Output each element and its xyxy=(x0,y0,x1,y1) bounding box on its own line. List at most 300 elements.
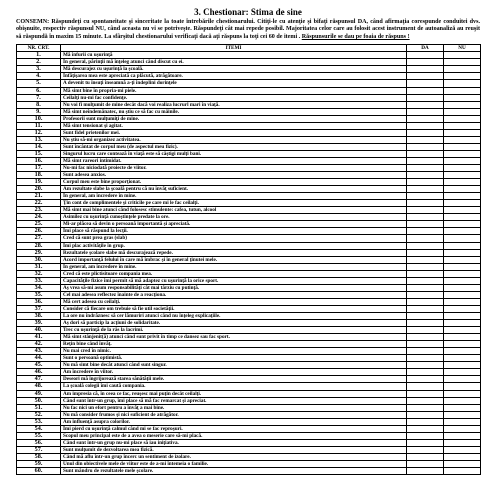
item-text: Mă simt rareori intimidat. xyxy=(61,157,407,164)
answer-da-cell[interactable] xyxy=(407,228,444,235)
table-row xyxy=(17,362,481,369)
answer-nu-cell[interactable] xyxy=(444,320,481,327)
item-text: Mă înfurii cu uşurinţă xyxy=(61,52,407,59)
answer-nu-cell[interactable] xyxy=(444,256,481,263)
item-number: 40. xyxy=(17,327,61,334)
item-number: 11. xyxy=(17,122,61,129)
answer-da-cell[interactable] xyxy=(407,313,444,320)
answer-da-cell[interactable] xyxy=(407,115,444,122)
item-text: Ceilalţi nu-mi fac confidenţe. xyxy=(61,94,407,101)
table-row xyxy=(17,355,481,362)
answer-nu-cell[interactable] xyxy=(444,52,481,59)
item-text: Am impresia că, în ceea ce fac, reuşesc mai puţin decât ceilalţi. xyxy=(61,390,407,397)
answer-da-cell[interactable] xyxy=(407,129,444,136)
item-number: 48. xyxy=(17,383,61,390)
item-text: În general, am încredere în mine. xyxy=(61,263,407,270)
table-row xyxy=(17,221,481,228)
answer-nu-cell[interactable] xyxy=(444,186,481,193)
item-text: Sunt adesea anxios. xyxy=(61,172,407,179)
item-number: 8. xyxy=(17,101,61,108)
table-row xyxy=(17,369,481,376)
table-row xyxy=(17,313,481,320)
answer-da-cell[interactable] xyxy=(407,101,444,108)
item-text: Consider că fiecare om trebuie să fie util societăţii. xyxy=(61,305,407,312)
table-row xyxy=(17,327,481,334)
answer-nu-cell[interactable] xyxy=(444,468,481,475)
item-text: Singurul lucru care contează în viaţă este să câştigi mulţi bani. xyxy=(61,150,407,157)
instructions xyxy=(16,19,480,41)
table-row xyxy=(17,143,481,150)
item-text: Rezultatele şcolare slabe mă descurajează repede. xyxy=(61,249,407,256)
answer-da-cell[interactable] xyxy=(407,179,444,186)
answer-nu-cell[interactable] xyxy=(444,66,481,73)
item-text: Îmi plac activităţile în grup. xyxy=(61,242,407,249)
answer-da-cell[interactable] xyxy=(407,80,444,87)
item-number: 17. xyxy=(17,165,61,172)
item-number: 44. xyxy=(17,355,61,362)
answer-da-cell[interactable] xyxy=(407,390,444,397)
answer-nu-cell[interactable] xyxy=(444,157,481,164)
item-text: Sunt mândru de rezultatele mele şcolare. xyxy=(61,468,407,475)
table-row xyxy=(17,397,481,404)
item-number: 49. xyxy=(17,390,61,397)
answer-nu-cell[interactable] xyxy=(444,411,481,418)
answer-nu-cell[interactable] xyxy=(444,214,481,221)
answer-nu-cell[interactable] xyxy=(444,59,481,66)
item-text: Acord importanţă felului în care mă îmbrac şi în general ţinutei mele. xyxy=(61,256,407,263)
item-number: 43. xyxy=(17,348,61,355)
answer-nu-cell[interactable] xyxy=(444,172,481,179)
table-row xyxy=(17,277,481,284)
answer-nu-cell[interactable] xyxy=(444,425,481,432)
answer-da-cell[interactable] xyxy=(407,52,444,59)
item-number: 52. xyxy=(17,411,61,418)
answer-nu-cell[interactable] xyxy=(444,362,481,369)
item-number: 13. xyxy=(17,136,61,143)
item-text: Nu ştiu să-mi organizez activitatea. xyxy=(61,136,407,143)
answer-nu-cell[interactable] xyxy=(444,432,481,439)
table-row xyxy=(17,87,481,94)
table-row xyxy=(17,235,481,242)
answer-da-cell[interactable] xyxy=(407,341,444,348)
answer-da-cell[interactable] xyxy=(407,87,444,94)
answer-nu-cell[interactable] xyxy=(444,263,481,270)
answer-nu-cell[interactable] xyxy=(444,270,481,277)
answer-nu-cell[interactable] xyxy=(444,87,481,94)
item-text: Asimilez cu uşurinţă cunoştinţele predate la ore. xyxy=(61,214,407,221)
item-number: 46. xyxy=(17,369,61,376)
table-row xyxy=(17,179,481,186)
answer-da-cell[interactable] xyxy=(407,207,444,214)
answer-nu-cell[interactable] xyxy=(444,446,481,453)
table-row xyxy=(17,242,481,249)
item-number: 25. xyxy=(17,221,61,228)
item-number: 20. xyxy=(17,186,61,193)
answer-nu-cell[interactable] xyxy=(444,390,481,397)
answer-da-cell[interactable] xyxy=(407,439,444,446)
answer-nu-cell[interactable] xyxy=(444,277,481,284)
answer-nu-cell[interactable] xyxy=(444,334,481,341)
item-number: 12. xyxy=(17,129,61,136)
answer-da-cell[interactable] xyxy=(407,376,444,383)
table-row xyxy=(17,122,481,129)
answer-nu-cell[interactable] xyxy=(444,80,481,87)
answer-nu-cell[interactable] xyxy=(444,383,481,390)
answer-da-cell[interactable] xyxy=(407,334,444,341)
item-text: Reţin bine când învăţ. xyxy=(61,341,407,348)
page-title: 3. Chestionar: Stima de sine xyxy=(194,7,302,17)
item-text: Scopul meu principal este de a avea o meserie care să-mi placă. xyxy=(61,432,407,439)
table-row xyxy=(17,172,481,179)
table-row xyxy=(17,94,481,101)
table-row xyxy=(17,305,481,312)
answer-nu-cell[interactable] xyxy=(444,193,481,200)
item-number: 9. xyxy=(17,108,61,115)
answer-nu-cell[interactable] xyxy=(444,115,481,122)
item-text: Mă simt neîndemânatec, nu ştiu ce să fac cu mâinile. xyxy=(61,108,407,115)
table-row xyxy=(17,291,481,298)
item-number: 2. xyxy=(17,59,61,66)
answer-nu-cell[interactable] xyxy=(444,460,481,467)
item-text: Mi-ar plăcea să devin o persoană importantă şi apreciată. xyxy=(61,221,407,228)
answer-nu-cell[interactable] xyxy=(444,94,481,101)
table-row xyxy=(17,214,481,221)
item-number: 28. xyxy=(17,242,61,249)
answer-da-cell[interactable] xyxy=(407,193,444,200)
item-text: Nu mă consider frumos şi nici suficient de atrăgător. xyxy=(61,411,407,418)
table-row xyxy=(17,129,481,136)
answer-da-cell[interactable] xyxy=(407,397,444,404)
item-number: 54. xyxy=(17,425,61,432)
answer-da-cell[interactable] xyxy=(407,214,444,221)
answer-nu-cell[interactable] xyxy=(444,327,481,334)
item-number: 38. xyxy=(17,313,61,320)
answer-nu-cell[interactable] xyxy=(444,404,481,411)
table-row xyxy=(17,284,481,291)
item-text: La şcoală colegii îmi caută compania. xyxy=(61,383,407,390)
item-number: 32. xyxy=(17,270,61,277)
table-row xyxy=(17,263,481,270)
answer-da-cell[interactable] xyxy=(407,186,444,193)
answer-da-cell[interactable] xyxy=(407,136,444,143)
item-number: 33. xyxy=(17,277,61,284)
item-number: 39. xyxy=(17,320,61,327)
item-text: Aş dori să particip la acţiuni de solidaritate. xyxy=(61,320,407,327)
item-text: Am influenţă asupra colorilor. xyxy=(61,418,407,425)
item-number: 60. xyxy=(17,468,61,475)
answer-da-cell[interactable] xyxy=(407,453,444,460)
answer-nu-cell[interactable] xyxy=(444,376,481,383)
answer-nu-cell[interactable] xyxy=(444,249,481,256)
answer-da-cell[interactable] xyxy=(407,59,444,66)
item-number: 51. xyxy=(17,404,61,411)
answer-nu-cell[interactable] xyxy=(444,179,481,186)
answer-da-cell[interactable] xyxy=(407,432,444,439)
item-number: 42. xyxy=(17,341,61,348)
table-row xyxy=(17,200,481,207)
answer-da-cell[interactable] xyxy=(407,291,444,298)
item-text: A devenit tu însuţi înseamnă a-ţi îndeplini dorinţele xyxy=(61,80,407,87)
answer-nu-cell[interactable] xyxy=(444,397,481,404)
answer-da-cell[interactable] xyxy=(407,143,444,150)
answer-da-cell[interactable] xyxy=(407,468,444,475)
answer-da-cell[interactable] xyxy=(407,270,444,277)
item-text: Profesorii sunt mulţumiţi de mine. xyxy=(61,115,407,122)
answer-da-cell[interactable] xyxy=(407,200,444,207)
item-number: 50. xyxy=(17,397,61,404)
table-row xyxy=(17,404,481,411)
item-number: 7. xyxy=(17,94,61,101)
item-text: Unul din obiectivele mele de viitor este de a-mi întemeia o familie. xyxy=(61,460,407,467)
item-number: 27. xyxy=(17,235,61,242)
item-number: 30. xyxy=(17,256,61,263)
item-text: Sunt mulţumit de dezvoltarea mea fizică. xyxy=(61,446,407,453)
table-row xyxy=(17,186,481,193)
answer-da-cell[interactable] xyxy=(407,66,444,73)
item-text: Trec cu uşurinţă de la râs la lacrimi. xyxy=(61,327,407,334)
answer-nu-cell[interactable] xyxy=(444,129,481,136)
answer-da-cell[interactable] xyxy=(407,320,444,327)
item-number: 58. xyxy=(17,453,61,460)
item-text: Am rezultate slabe la şcoală pentru că nu învăţ suficient. xyxy=(61,186,407,193)
item-number: 21. xyxy=(17,193,61,200)
item-number: 19. xyxy=(17,179,61,186)
table-row xyxy=(17,411,481,418)
answer-da-cell[interactable] xyxy=(407,249,444,256)
answer-nu-cell[interactable] xyxy=(444,228,481,235)
item-number: 45. xyxy=(17,362,61,369)
answer-nu-cell[interactable] xyxy=(444,235,481,242)
item-text: Ţin cont de complimentele şi criticile pe care mi le fac ceilalţi. xyxy=(61,200,407,207)
answer-nu-cell[interactable] xyxy=(444,165,481,172)
item-number: 31. xyxy=(17,263,61,270)
item-text: Mă simt bine în propria-mi piele. xyxy=(61,87,407,94)
answer-da-cell[interactable] xyxy=(407,122,444,129)
item-number: 22. xyxy=(17,200,61,207)
item-text: Nu mă simt bine decât atunci când sunt singur. xyxy=(61,362,407,369)
answer-da-cell[interactable] xyxy=(407,94,444,101)
item-text: Nu fac nici un efort pentru a învăţ a mai bine. xyxy=(61,404,407,411)
item-text: În general, părinţii mă înţeleg atunci când discut cu ei. xyxy=(61,59,407,66)
answer-da-cell[interactable] xyxy=(407,256,444,263)
table-row xyxy=(17,334,481,341)
table-row xyxy=(17,52,481,59)
table-row xyxy=(17,439,481,446)
table-row xyxy=(17,383,481,390)
answer-nu-cell[interactable] xyxy=(444,101,481,108)
item-number: 37. xyxy=(17,305,61,312)
table-row xyxy=(17,468,481,475)
table-row xyxy=(17,108,481,115)
item-text: Nu voi fi mulţumit de mine decât dacă voi realiza lucrurl mari în viaţă. xyxy=(61,101,407,108)
table-row xyxy=(17,165,481,172)
item-text: Mă simt mai bine atunci când folosesc stimulente: cafea, tutun, alcool xyxy=(61,207,407,214)
item-number: 1. xyxy=(17,52,61,59)
table-row xyxy=(17,73,481,80)
item-text: Când mă aflu într-un grup încerc un sentiment de izolare. xyxy=(61,453,407,460)
answer-nu-cell[interactable] xyxy=(444,291,481,298)
answer-nu-cell[interactable] xyxy=(444,348,481,355)
answer-da-cell[interactable] xyxy=(407,348,444,355)
answer-da-cell[interactable] xyxy=(407,411,444,418)
answer-da-cell[interactable] xyxy=(407,284,444,291)
table-row xyxy=(17,228,481,235)
answer-da-cell[interactable] xyxy=(407,327,444,334)
item-number: 4. xyxy=(17,73,61,80)
item-text: Capacităţile fizice îmi permit să mă adaptez cu uşurinţă la orice sport. xyxy=(61,277,407,284)
item-number: 24. xyxy=(17,214,61,221)
answer-da-cell[interactable] xyxy=(407,150,444,157)
header-nu: NU xyxy=(444,45,481,52)
answer-da-cell[interactable] xyxy=(407,221,444,228)
item-number: 36. xyxy=(17,298,61,305)
item-number: 34. xyxy=(17,284,61,291)
item-text: Sunt fidel prietenilor mei. xyxy=(61,129,407,136)
items-table-body xyxy=(17,52,481,475)
table-row xyxy=(17,425,481,432)
table-row xyxy=(17,249,481,256)
table-row xyxy=(17,270,481,277)
table-row xyxy=(17,150,481,157)
table-header-row xyxy=(17,45,481,52)
table-row xyxy=(17,157,481,164)
item-number: 41. xyxy=(17,334,61,341)
item-text: Aş vrea să-mi asum responsabilităţi cât mai târziu cu putinţă. xyxy=(61,284,407,291)
item-text: Înfăţişarea mea este apreciată ca plăcută, atrăgătoare. xyxy=(61,73,407,80)
item-text: Cred că sunt prea gras (slab) xyxy=(61,235,407,242)
answer-nu-cell[interactable] xyxy=(444,122,481,129)
table-row xyxy=(17,80,481,87)
item-number: 6. xyxy=(17,87,61,94)
answer-nu-cell[interactable] xyxy=(444,439,481,446)
item-number: 26. xyxy=(17,228,61,235)
answer-da-cell[interactable] xyxy=(407,355,444,362)
answer-da-cell[interactable] xyxy=(407,404,444,411)
item-text: Mă simt stânjenit(ă) atunci când sunt privit în timp ce dansez sau fac sport. xyxy=(61,334,407,341)
answer-nu-cell[interactable] xyxy=(444,453,481,460)
items-table xyxy=(16,44,481,475)
item-text: Mă descurajez cu uşurinţă la şcoală. xyxy=(61,66,407,73)
answer-nu-cell[interactable] xyxy=(444,207,481,214)
item-number: 35. xyxy=(17,291,61,298)
answer-da-cell[interactable] xyxy=(407,460,444,467)
item-number: 23. xyxy=(17,207,61,214)
answer-da-cell[interactable] xyxy=(407,298,444,305)
answer-da-cell[interactable] xyxy=(407,157,444,164)
answer-da-cell[interactable] xyxy=(407,425,444,432)
item-text: Nu-mi fac niciodată proiecte de viitor. xyxy=(61,165,407,172)
answer-nu-cell[interactable] xyxy=(444,143,481,150)
table-row xyxy=(17,256,481,263)
table-row xyxy=(17,115,481,122)
answer-nu-cell[interactable] xyxy=(444,73,481,80)
table-row xyxy=(17,298,481,305)
answer-nu-cell[interactable] xyxy=(444,298,481,305)
answer-da-cell[interactable] xyxy=(407,242,444,249)
answer-da-cell[interactable] xyxy=(407,362,444,369)
item-text: Mă cert adesea cu ceilalţi. xyxy=(61,298,407,305)
answer-nu-cell[interactable] xyxy=(444,355,481,362)
answer-da-cell[interactable] xyxy=(407,277,444,284)
table-row xyxy=(17,66,481,73)
table-row xyxy=(17,341,481,348)
table-row xyxy=(17,136,481,143)
answer-nu-cell[interactable] xyxy=(444,418,481,425)
table-row xyxy=(17,101,481,108)
answer-nu-cell[interactable] xyxy=(444,369,481,376)
answer-da-cell[interactable] xyxy=(407,383,444,390)
item-number: 5. xyxy=(17,80,61,87)
table-row xyxy=(17,59,481,66)
header-nr: NR. CRT. xyxy=(17,45,61,52)
answer-da-cell[interactable] xyxy=(407,305,444,312)
answer-nu-cell[interactable] xyxy=(444,136,481,143)
item-text: Nu mai cred în nimic. xyxy=(61,348,407,355)
item-number: 59. xyxy=(17,460,61,467)
answer-nu-cell[interactable] xyxy=(444,284,481,291)
table-row xyxy=(17,460,481,467)
item-text: La ore nu îndrăznesc să cer lămuriri atunci când nu înţeleg explicaţiile. xyxy=(61,313,407,320)
answer-da-cell[interactable] xyxy=(407,73,444,80)
instructions-underlined: Răspunsurile se dau pe foaia de răspuns ! xyxy=(301,33,410,40)
item-number: 55. xyxy=(17,432,61,439)
item-text: Sunt încântat de corpul meu (de aspectul meu fizic). xyxy=(61,143,407,150)
item-text: Îmi pierd cu uşurinţă calmul când mi se fac reproşuri. xyxy=(61,425,407,432)
answer-da-cell[interactable] xyxy=(407,235,444,242)
answer-da-cell[interactable] xyxy=(407,108,444,115)
table-row xyxy=(17,446,481,453)
answer-nu-cell[interactable] xyxy=(444,108,481,115)
item-text: Deseori mă îngrijorează starea sănătăţii mele. xyxy=(61,376,407,383)
item-text: În general, am încredere în mine. xyxy=(61,193,407,200)
answer-da-cell[interactable] xyxy=(407,418,444,425)
header-items: ITEMI xyxy=(61,45,407,52)
table-row xyxy=(17,432,481,439)
answer-nu-cell[interactable] xyxy=(444,242,481,249)
table-row xyxy=(17,390,481,397)
answer-nu-cell[interactable] xyxy=(444,200,481,207)
answer-nu-cell[interactable] xyxy=(444,221,481,228)
item-number: 29. xyxy=(17,249,61,256)
answer-da-cell[interactable] xyxy=(407,369,444,376)
answer-nu-cell[interactable] xyxy=(444,341,481,348)
table-row xyxy=(17,376,481,383)
answer-nu-cell[interactable] xyxy=(444,150,481,157)
header-da: DA xyxy=(407,45,444,52)
table-row xyxy=(17,418,481,425)
item-number: 16. xyxy=(17,157,61,164)
instructions-text: CONSEMN: Răspundeţi cu spontaneitate şi sinceritate la toate întrebările chestionarului. Citiţi-le cu atenţie şi bifaţi răspunsul DA, când afirmaţia corespunde conduitei dvs. obişnuite, respectiv răspunsul NU, când aceasta nu vi se potriveşte. Răspundeţi cât mai repede posibil. Majoritatea celor care au folosit acest instrument de autoanaliză au reuşit să răspundă în maxim 15 minute. La sfârşitul chestionarului verificaţi dacă aţi răspuns la toţi cei 60 de itemi . xyxy=(16,19,480,40)
answer-da-cell[interactable] xyxy=(407,172,444,179)
answer-nu-cell[interactable] xyxy=(444,305,481,312)
item-text: Mă simt tensionat şi agitat. xyxy=(61,122,407,129)
item-text: Cred că este plictisitoare compania mea. xyxy=(61,270,407,277)
answer-nu-cell[interactable] xyxy=(444,313,481,320)
answer-da-cell[interactable] xyxy=(407,165,444,172)
item-number: 15. xyxy=(17,150,61,157)
table-row xyxy=(17,453,481,460)
table-row xyxy=(17,320,481,327)
item-number: 3. xyxy=(17,66,61,73)
table-row xyxy=(17,207,481,214)
item-number: 14. xyxy=(17,143,61,150)
answer-da-cell[interactable] xyxy=(407,446,444,453)
item-number: 18. xyxy=(17,172,61,179)
item-text: Când sunt într-un grup, îmi place să mă fac remarcat şi apreciat. xyxy=(61,397,407,404)
answer-da-cell[interactable] xyxy=(407,263,444,270)
table-row xyxy=(17,193,481,200)
item-text: Cel mai adesea reflectez înainte de a reacţiona. xyxy=(61,291,407,298)
